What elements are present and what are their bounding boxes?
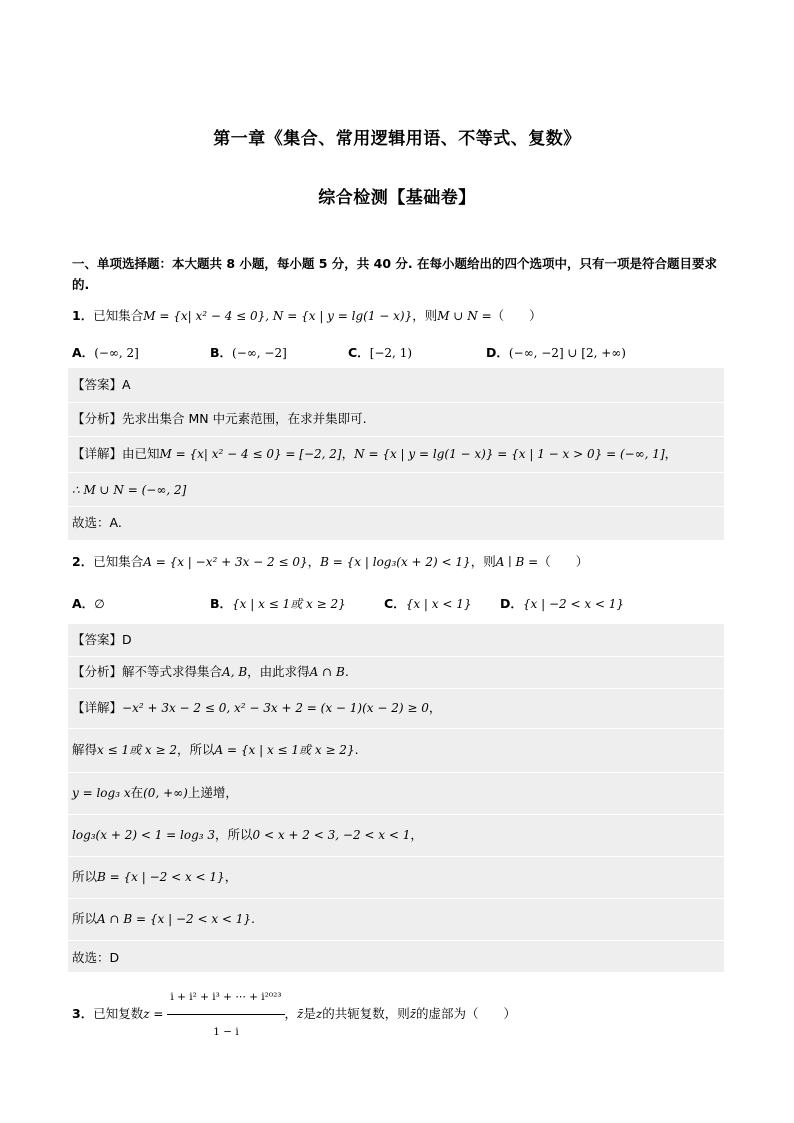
- question-1-detail: 【详解】由已知M = {x| x² − 4 ≤ 0} = [−2, 2]，N = {x | y = lg(1 − x)} = {x | 1 − x > 0} = (−∞, 1]，: [72, 446, 678, 461]
- document-subtitle: 综合检测【基础卷】: [318, 188, 476, 208]
- question-2-stem: 2．已知集合A = {x | −x² + 3x − 2 ≤ 0}，B = {x | log₃(x + 2) < 1}，则A ∣ B =（ ）: [72, 554, 589, 569]
- section-heading: 一、单项选择题：本大题共 8 小题，每小题 5 分，共 40 分. 在每小题给出的四个选项中，只有一项是符合题目要求的.: [72, 256, 718, 292]
- question-2-analysis: 【分析】解不等式求得集合A, B，由此求得A ∩ B.: [72, 664, 349, 679]
- question-2-choice: 故选：D: [72, 950, 120, 965]
- question-2-detail-line-5: 所以B = {x | −2 < x < 1}，: [72, 869, 238, 884]
- document-title: 第一章《集合、常用逻辑用语、不等式、复数》: [213, 129, 581, 149]
- question-1-stem: 1．已知集合M = {x| x² − 4 ≤ 0}, N = {x | y = lg(1 − x)}，则M ∪ N =（ ）: [72, 308, 542, 323]
- question-2-detail-line-4: log₃(x + 2) < 1 = log₃ 3，所以0 < x + 2 < 3, −2 < x < 1，: [72, 827, 423, 842]
- question-1-option-d: D．(−∞, −2] ∪ [2, +∞): [486, 345, 626, 360]
- question-1-option-a: A．(−∞, 2]: [72, 345, 139, 360]
- question-2-detail: 【详解】−x² + 3x − 2 ≤ 0, x² − 3x + 2 = (x − 1)(x − 2) ≥ 0，: [72, 700, 442, 715]
- question-number: 1．: [72, 308, 94, 323]
- question-2-detail-line-2: 解得x ≤ 1或 x ≥ 2，所以A = {x | x ≤ 1或 x ≥ 2}.: [72, 742, 359, 757]
- question-2-detail-line-3: y = log₃ x在(0, +∞)上递增，: [72, 785, 238, 800]
- question-2-option-d: D．{x | −2 < x < 1}: [500, 596, 625, 611]
- question-1-option-c: C．[−2, 1): [348, 345, 413, 360]
- question-1-conclusion: ∴ M ∪ N = (−∞, 2]: [72, 483, 187, 497]
- question-2-option-b: B．{x | x ≤ 1或 x ≥ 2}: [210, 596, 346, 611]
- question-number: 3．: [72, 1006, 94, 1021]
- question-number: 2．: [72, 554, 94, 569]
- question-2-answer: 【答案】D: [72, 632, 132, 647]
- question-3-stem: 3．已知复数z = $\frac{\text{i + i² + i³ + ⋯ + i²⁰²³}}{1 - i}$ ，z̄是z的共轭复数，则z̄的虚部为（ ）: [72, 980, 724, 1049]
- question-2-option-c: C．{x | x < 1}: [384, 596, 472, 611]
- fraction: $\frac{\text{i + i² + i³ + ⋯ + i²⁰²³}}{1 - i}$: [167, 980, 284, 1049]
- math: M = {x| x² − 4 ≤ 0}, N = {x | y = lg(1 − x)}: [143, 309, 413, 323]
- question-2-option-a: A．∅: [72, 596, 105, 611]
- question-1-analysis: 【分析】先求出集合 MN 中元素范围，在求并集即可.: [72, 411, 367, 426]
- question-1-option-b: B．(−∞, −2]: [210, 345, 287, 360]
- math: M ∪ N =: [437, 309, 492, 323]
- question-1-answer: 【答案】A: [72, 377, 131, 392]
- question-1-choice: 故选：A.: [72, 515, 122, 530]
- question-2-detail-line-6: 所以A ∩ B = {x | −2 < x < 1}.: [72, 911, 256, 926]
